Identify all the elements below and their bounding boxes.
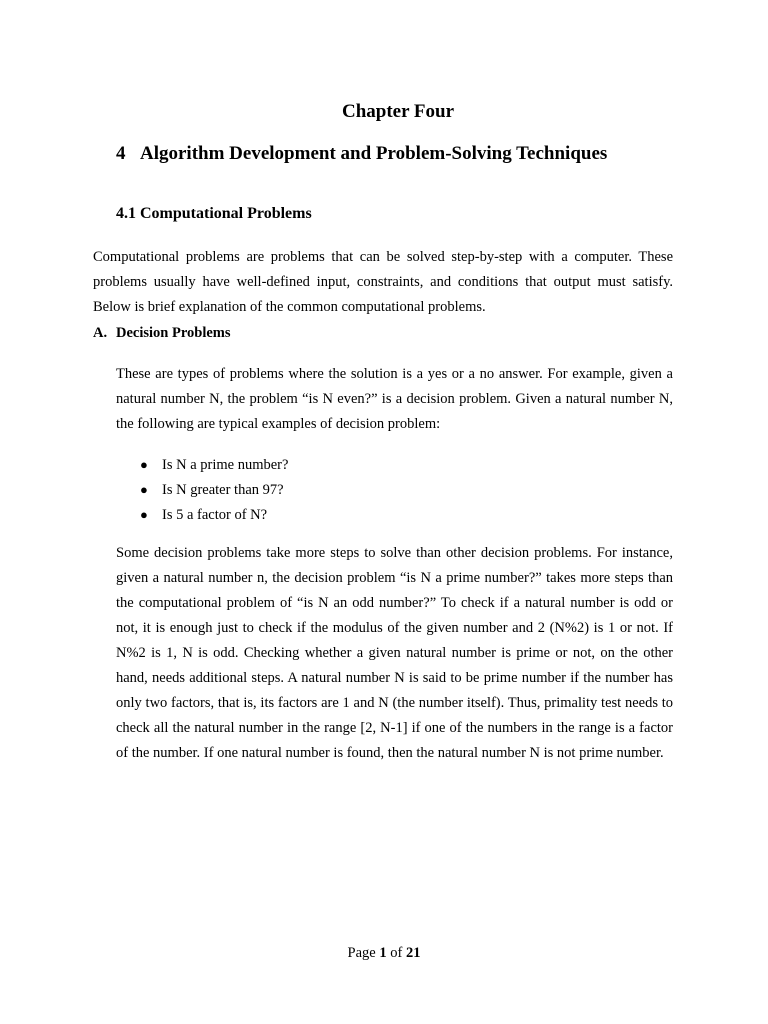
steps-paragraph: Some decision problems take more steps to solve than other decision problems. For instance, given a natural number n, the decision problem “is N a prime number?” takes more steps than the computational problem of “is N an odd number?” To check if a natural number is odd or not, it is enough just to check if the modulus of the given number and 2 (N%2) is 1 or not. If N%2 is 1, N is odd. Checking whether a given natural number is prime or not, on the other hand, needs additional steps. A natural number N is said to be prime number if the number has only two factors, that is, its factors are 1 and N (the number itself). Thus, primality test needs to check all the natural number in the range [2, N-1] if one of the numbers in the range is a factor of the number. If one natural number is found, then the natural number N is not prime number. [116,545,673,761]
decision-paragraph: These are types of problems where the solution is a yes or a no answer. For example, given a natural number N, the problem “is N even?” is a decision problem. Given a natural number N, the following are typical examples of decision problem: [116,366,673,432]
bullet-icon: ● [140,507,148,522]
decision-examples-list [140,452,288,527]
decision-problems-heading [93,325,231,342]
list-item [140,477,288,502]
bullet-icon: ● [140,482,148,497]
footer-page-word: Page [347,945,376,961]
decision-problems-title: Decision Problems [116,325,231,341]
list-item-text: Is N a prime number? [162,457,289,473]
subsection-number: 4.1 [116,205,136,222]
footer-total-pages: 21 [405,945,421,961]
list-item-text: Is 5 a factor of N? [162,507,268,523]
bullet-icon: ● [140,457,148,472]
page-footer [0,945,768,962]
list-item [140,452,288,477]
subsection-title: Computational Problems [140,205,312,222]
list-item-text: Is N greater than 97? [162,482,284,498]
footer-current-page: 1 [379,945,387,961]
chapter-title: Chapter Four [341,101,455,122]
decision-problems-letter: A. [93,325,108,341]
section-title: Algorithm Development and Problem-Solving Techniques [140,143,608,164]
intro-paragraph: Computational problems are problems that can be solved step-by-step with a computer. These problems usually have well-defined input, constraints, and conditions that output must satisfy. Below is brief explanation of the common computational problems. [93,249,673,315]
footer-of-word: of [390,945,403,961]
list-item [140,502,288,527]
section-heading [116,143,607,165]
subsection-heading [116,205,312,223]
section-number: 4 [116,143,126,164]
